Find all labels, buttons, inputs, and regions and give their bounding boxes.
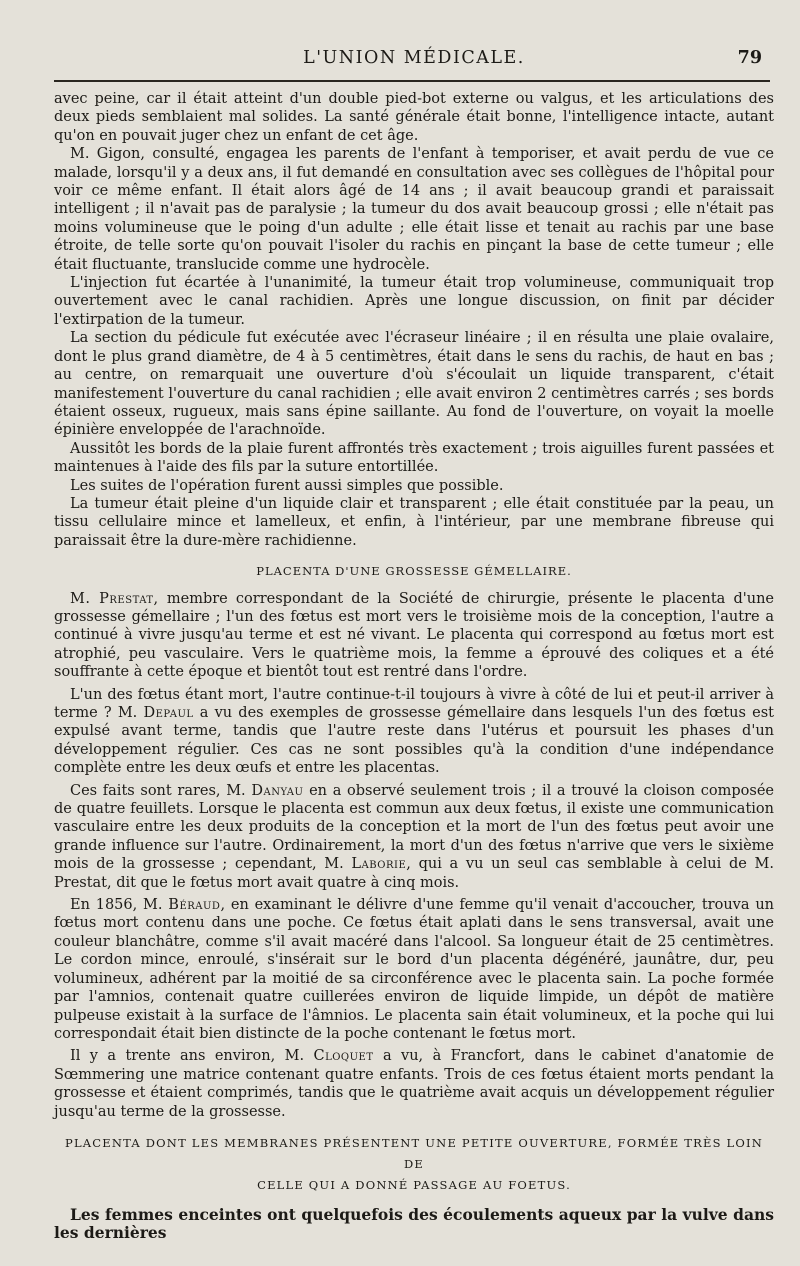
paragraph <box>54 1047 774 1121</box>
header-rule <box>54 80 770 82</box>
paragraph: Les femmes enceintes ont quelquefois des écoulements aqueux par la vulve dans les dernières <box>54 1204 774 1243</box>
paragraph <box>54 686 774 778</box>
author-name: Béraud <box>168 897 221 914</box>
running-header <box>54 48 774 74</box>
section-heading-line: CELLE QUI A DONNÉ PASSAGE AU FOETUS. <box>257 1177 571 1192</box>
author-name: M. Prestat, <box>70 590 159 607</box>
paragraph: La tumeur était pleine d'un liquide clair et transparent ; elle était constituée par la peau, un tissu cellulaire mince et lamelleux, et enfin, à l'intérieur, par une membrane fibreuse qui paraissait être la dure-mère rachidienne. <box>54 495 774 549</box>
paragraph-text: Il y a trente ans environ, M. <box>70 1048 314 1065</box>
paragraph: L'injection fut écartée à l'unanimité, la tumeur était trop volumineuse, communiquait trop ouvertement avec le canal rachidien. Après une longue discussion, on finit par décider l'extirpation de la tumeur. <box>54 275 774 328</box>
section-heading: PLACENTA D'UNE GROSSESSE GÉMELLAIRE. <box>256 564 572 579</box>
paragraph: M. Gigon, consulté, engagea les parents de l'enfant à temporiser, et avait perdu de vue ce malade, lorsqu'il y a deux ans, il fut demandé en consultation avec ses collègues de l'hôpital pour voir ce même enfant. Il était alors âgé de 14 ans ; il avait beaucoup grandi et paraissait intelligent ; il n'avait pas de paralysie ; la tumeur du dos avait beaucoup grossi ; elle n'était pas moins volumineuse que le poing d'un adulte ; elle était lisse et tenait au rachis par une base étroite, de telle sorte qu'on pouvait l'isoler du rachis en pinçant la base de cette tumeur ; elle était fluctuante, translucide comme une hydrocèle. <box>54 146 774 273</box>
paragraph-text: en a observé seulement trois ; il a trouvé la cloison composée de quatre feuillets. Lorsque le placenta est commun aux deux fœtus, il existe une communication vasculaire entre les deux produits de la conception et la mort de l'un des fœtus peut avoir une grande influence sur l'autre. Ordinairement, la mort d'un des fœtus n'arrive que vers le sixième mois de la grossesse ; cependant, M. <box>54 782 774 873</box>
paragraph: La section du pédicule fut exécutée avec l'écraseur linéaire ; il en résulta une plaie ovalaire, dont le plus grand diamètre, de 4 à 5 centimètres, était dans le sens du rachis, de haut en bas ; au centre, on remarquait une ouverture d'où s'écoulait un liquide transparent, c'était manifestement l'ouverture du canal rachidien ; elle avait environ 2 centimètres carrés ; ses bords étaient osseux, rugueux, mais sans épine saillante. Au fond de l'ouverture, on voyait la moelle épinière enveloppée de l'arachnoïde. <box>54 330 774 439</box>
article-body <box>54 90 774 1243</box>
paragraph: avec peine, car il était atteint d'un double pied-bot externe ou valgus, et les articulations des deux pieds semblaient mal solides. La santé générale était bonne, l'intelligence intacte, autant qu'on en pouvait juger chez un enfant de cet âge. <box>54 91 774 144</box>
author-name: Danyau <box>251 782 304 799</box>
author-name: Cloquet <box>313 1048 374 1065</box>
paragraph-text: a vu des exemples de grossesse gémellaire dans lesquels l'un des fœtus est expulsé avant terme, tandis que l'autre reste dans l'utérus et poursuit les phases d'un développement régulier. Ces cas ne sont possibles qu'à la condition d'une indépendance complète entre les deux œufs et entre les placentas. <box>54 705 774 777</box>
paragraph: Les suites de l'opération furent aussi simples que possible. <box>70 477 504 494</box>
paragraph <box>54 782 774 892</box>
paragraph-text: membre correspondant de la Société de chirurgie, présente le placenta d'une grossesse gémellaire ; l'un des fœtus est mort vers le troisième mois de la conception, l'autre a continué à vivre jusqu'au terme et est né vivant. Le placenta qui correspond au fœtus mort est atrophié, peu vasculaire. Vers le quatrième mois, la femme a éprouvé des coliques et a été souffrante à cette époque et bientôt tout est rentré dans l'ordre. <box>54 590 775 681</box>
paragraph-text: , en examinant le délivre d'une femme qu'il venait d'accoucher, trouva un fœtus mort contenu dans une poche. Ce fœtus était aplati dans le sens transversal, avait une couleur blanchâtre, comme s'il avait macéré dans l'alcool. Sa longueur était de 25 centimètres. Le cordon mince, enroulé, s'insérait sur le bord d'un placenta dégénéré, jaunâtre, dur, peu volumineux, adhérent par la moitié de sa circonférence avec le placenta sain. La poche formée par l'amnios, contenait quatre cuillerées environ de liquide limpide, un dépôt de matière pulpeuse existait à la surface de l'âmnios. Le placenta sain était volumineux, et la poche qui lui correspondait était bien distincte de la poche contenant le fœtus mort. <box>54 897 775 1042</box>
paragraph-text: L'un des fœtus étant mort, l'autre continue-t-il toujours à vivre à côté de lui et peut-il arriver à terme ? M. <box>54 686 774 721</box>
page-number: 79 <box>737 48 762 68</box>
paragraph: Aussitôt les bords de la plaie furent affrontés très exactement ; trois aiguilles furent passées et maintenues à l'aide des fils par la suture entortillée. <box>54 440 774 476</box>
paragraph <box>54 590 774 682</box>
section-heading-line: PLACENTA DONT LES MEMBRANES PRÉSENTENT UNE PETITE OUVERTURE, FORMÉE TRÈS LOIN DE <box>65 1135 763 1171</box>
paragraph <box>54 896 774 1043</box>
section-heading <box>54 1133 774 1196</box>
paragraph-text: Ces faits sont rares, M. <box>70 782 252 799</box>
paragraph-text: En 1856, M. <box>70 897 169 914</box>
paragraph-text: a vu, à Francfort, dans le cabinet d'anatomie de Sœmmering une matrice contenant quatre enfants. Trois de ces fœtus étaient morts pendant la grossesse et étaient comprimés, tandis que le quatrième avait acquis un développement régulier jusqu'au terme de la grossesse. <box>54 1048 774 1120</box>
author-name: Laborie <box>351 856 407 873</box>
paragraph-text: , qui a vu un seul cas semblable à celui de M. Prestat, dit que le fœtus mort avait quatre à cinq mois. <box>54 856 774 891</box>
author-name: Depaul <box>143 705 194 721</box>
journal-title: L'UNION MÉDICALE. <box>303 48 525 68</box>
